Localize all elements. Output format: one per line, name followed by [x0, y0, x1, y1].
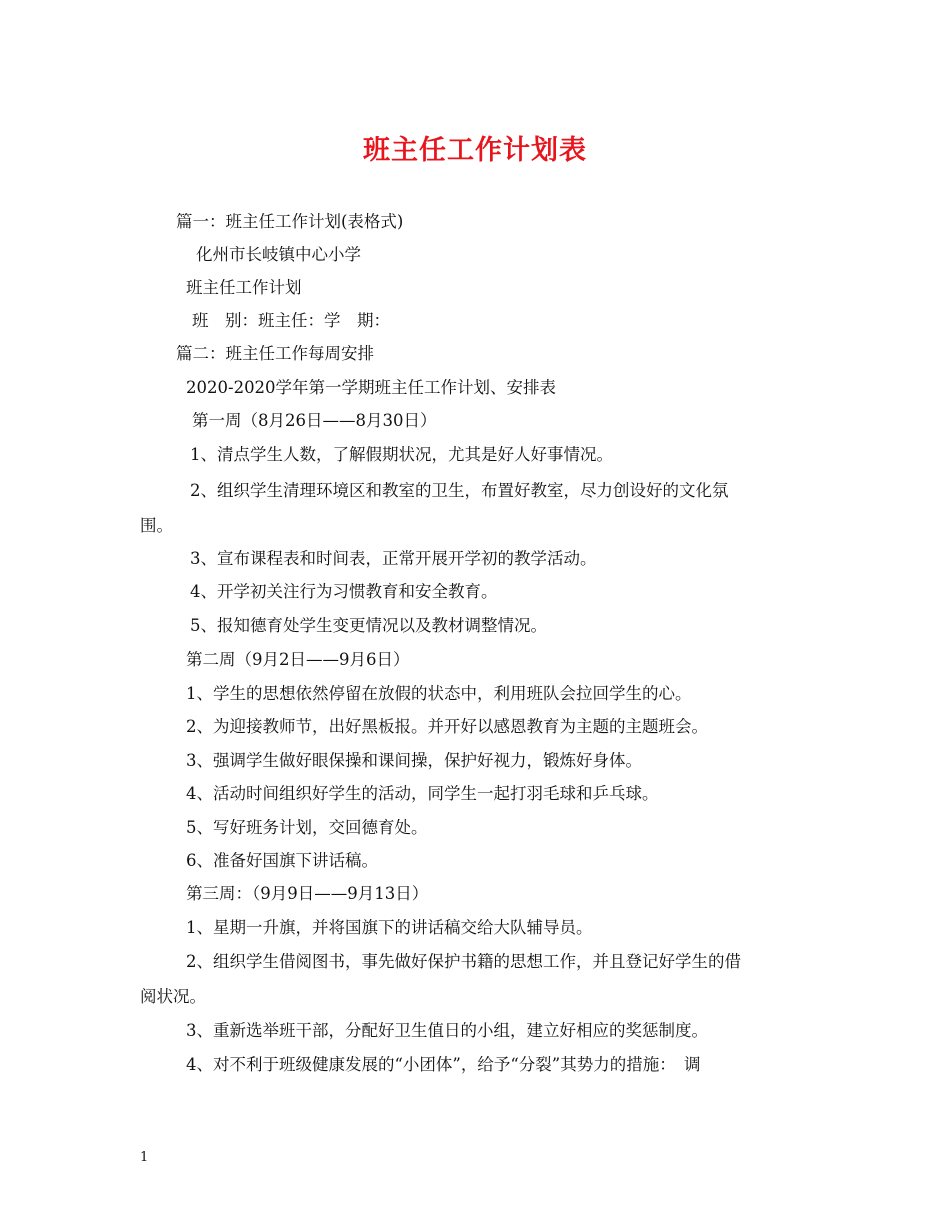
text-line: 篇一：班主任工作计划(表格式) [176, 212, 404, 231]
text-line: 2、组织学生清理环境区和教室的卫生，布置好教室，尽力创设好的文化氛 [190, 481, 729, 500]
text-line: 2、为迎接教师节，出好黑板报。并开好以感恩教育为主题的主题班会。 [186, 717, 708, 736]
text-line: 3、重新选举班干部，分配好卫生值日的小组，建立好相应的奖惩制度。 [186, 1021, 708, 1040]
text-line: 4、活动时间组织好学生的活动，同学生一起打羽毛球和乒乓球。 [186, 784, 659, 803]
text-line: 1、学生的思想依然停留在放假的状态中，利用班队会拉回学生的心。 [186, 684, 692, 703]
text-line: 篇二：班主任工作每周安排 [176, 344, 374, 363]
document-title: 班主任工作计划表 [363, 135, 587, 166]
text-line: 5、报知德育处学生变更情况以及教材调整情况。 [190, 616, 547, 635]
text-line: 1、清点学生人数，了解假期状况，尤其是好人好事情况。 [190, 445, 613, 464]
page-number: 1 [140, 1150, 149, 1165]
text-line: 阅状况。 [140, 987, 206, 1006]
text-line: 第一周（8月26日——8月30日） [192, 411, 437, 430]
text-line: 班主任工作计划 [186, 278, 302, 297]
text-line: 第三周：（9月9日——9月13日） [186, 884, 429, 903]
text-line: 3、宣布课程表和时间表，正常开展开学初的教学活动。 [190, 549, 597, 568]
text-line: 2、组织学生借阅图书，事先做好保护书籍的思想工作，并且登记好学生的借 [186, 952, 741, 971]
text-line: 化州市长岐镇中心小学 [196, 245, 361, 264]
text-line: 班 别：班主任：学 期： [192, 311, 390, 330]
text-line: 1、星期一升旗，并将国旗下的讲话稿交给大队辅导员。 [186, 918, 593, 937]
text-line: 4、对不利于班级健康发展的“小团体”，给予“分裂”其势力的措施： 调 [186, 1055, 701, 1074]
text-line: 第二周（9月2日——9月6日） [186, 650, 410, 669]
text-line: 6、准备好国旗下讲话稿。 [186, 851, 378, 870]
text-line: 4、开学初关注行为习惯教育和安全教育。 [190, 582, 498, 601]
text-line: 3、强调学生做好眼保操和课间操，保护好视力，锻炼好身体。 [186, 751, 642, 770]
text-line: 2020-2020学年第一学期班主任工作计划、安排表 [186, 378, 557, 397]
text-line: 5、写好班务计划，交回德育处。 [186, 818, 428, 837]
text-line: 围。 [140, 516, 173, 535]
